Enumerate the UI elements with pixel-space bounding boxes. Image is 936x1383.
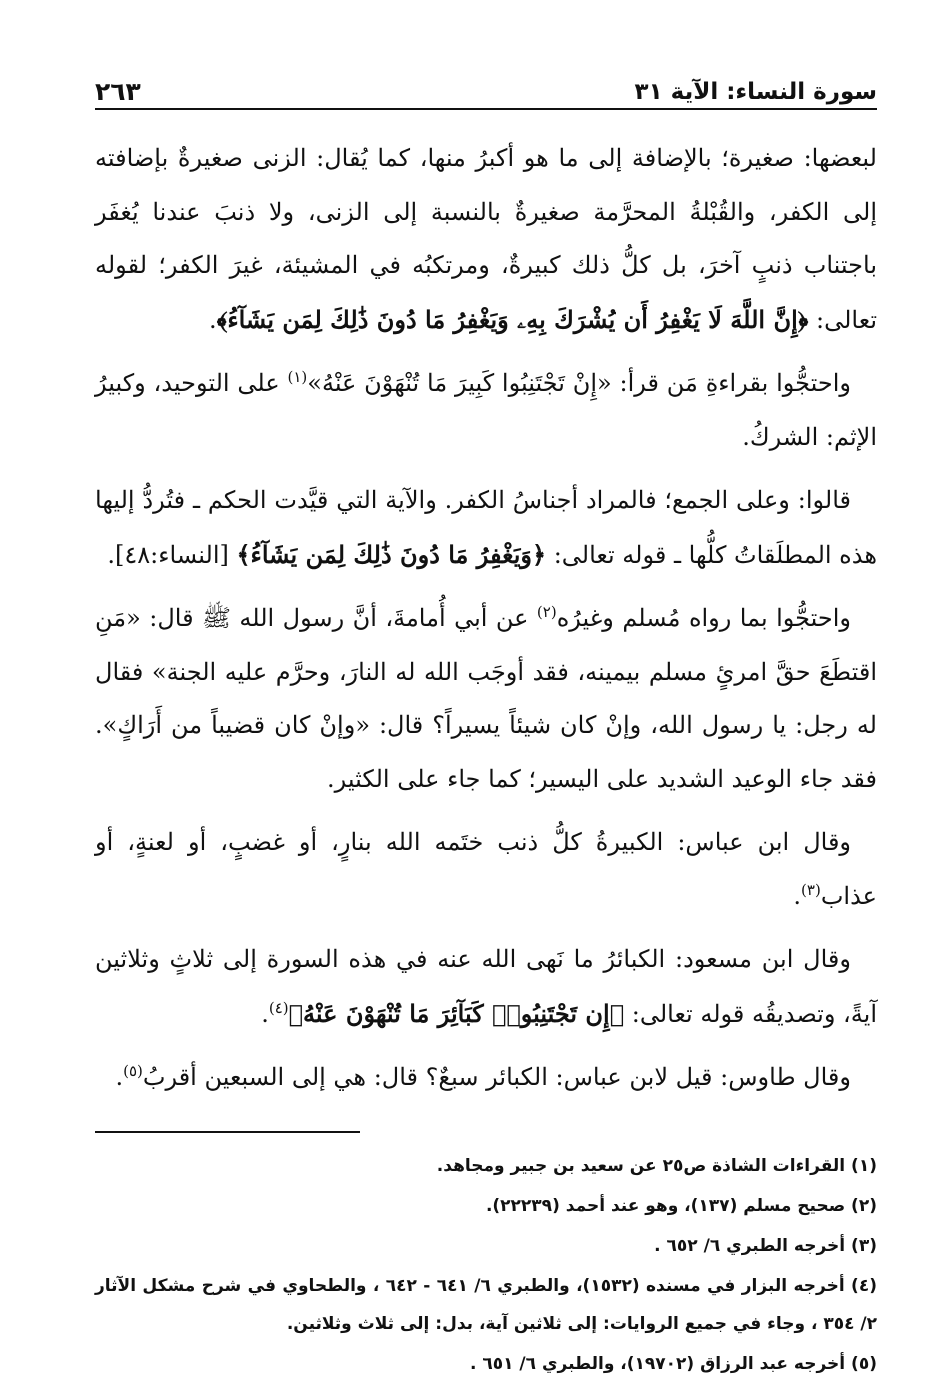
- running-header: [95, 60, 877, 110]
- text-run: واحتجُّوا بما رواه مُسلم وغيرُه: [556, 604, 851, 632]
- text-run: .: [261, 999, 269, 1028]
- paragraph-1: [95, 132, 877, 347]
- footnote-3: (٣) أخرجه الطبري ٦/ ٦٥٢ .: [654, 1235, 877, 1256]
- footnote-ref-2: (٢): [536, 603, 557, 621]
- footnote-ref-1: (١): [287, 368, 308, 386]
- quran-verse: ﴿وَيَغْفِرُ مَا دُونَ ذَٰلِكَ لِمَن يَشَآءُ﴾: [236, 539, 547, 569]
- text-run: وقال طاوس: قيل لابن عباس: الكبائر سبعٌ؟ قال: هي إلى السبعين أقربُ: [142, 1063, 851, 1091]
- footnote-divider: [95, 1131, 360, 1133]
- quran-verse: ﴿إِنَّ اللَّهَ لَا يَغْفِرُ أَن يُشْرَكَ بِهِۦ وَيَغْفِرُ مَا دُونَ ذَٰلِكَ لِمَن يَشَآءُ﴾: [216, 304, 809, 334]
- text-run: لبعضها: صغيرة؛ بالإضافة إلى ما هو أكبرُ منها، كما يُقال: الزنى صغيرةٌ بإضافته إلى الكفر، والقُبْلةُ المحرَّمة صغيرةٌ بالنسبة إلى الزنى، ولا ذنبَ عندنا يُغفَر باجتناب ذنبٍ آخرَ، بل كلُّ ذلك كبيرةٌ، ومرتكبُه في المشيئة، غيرَ الكفر؛ لقوله تعالى:: [95, 144, 877, 334]
- main-text: [95, 132, 877, 1105]
- text-run: عن أبي أُمامةَ، أنَّ رسول الله ﷺ قال: «مَنِ اقتطَعَ حقَّ امرئٍ مسلم بيمينه، فقد أوجَب الله له النارَ، وحرَّم عليه الجنة» فقال له رجل: يا رسول الله، وإنْ كان شيئاً يسيراً؟ قال: «وإنْ كان قضيباً من أَرَاكٍ». فقد جاء الوعيد الشديد على اليسير؛ كما جاء على الكثير.: [95, 604, 877, 793]
- paragraph-7: [95, 1051, 877, 1105]
- footnotes: [95, 1147, 877, 1383]
- paragraph-6: [95, 933, 877, 1041]
- footnote-ref-5: (٥): [123, 1062, 143, 1080]
- footnote-4: (٤) أخرجه البزار في مسنده (١٥٣٢)، والطبري ٦/ ٦٤١ - ٦٤٢ ، والطحاوي في شرح مشكل الآثار ٢/ ٣٥٤ ، وجاء في جميع الروايات: إلى ثلاثين آية، بدل: إلى ثلاث وثلاثين.: [95, 1275, 877, 1334]
- book-page: [95, 60, 877, 1374]
- footnote-5: (٥) أخرجه عبد الرزاق (١٩٧٠٢)، والطبري ٦/ ٦٥١ .: [469, 1353, 877, 1374]
- text-run: .: [209, 305, 217, 334]
- text-run: .: [115, 1063, 124, 1091]
- footnote-2: (٢) صحيح مسلم (١٣٧)، وهو عند أحمد (٢٢٢٣٩).: [485, 1195, 877, 1216]
- paragraph-4: [95, 592, 877, 806]
- text-run: على التوحيد، وكبيرُ الإثم: الشركُ.: [95, 369, 877, 451]
- text-run: وقال ابن مسعود: الكبائرُ ما نَهى الله عنه في هذه السورة إلى ثلاثٍ وثلاثين آيةً، وتصديقُه قوله تعالى:: [95, 945, 877, 1028]
- paragraph-5: [95, 816, 877, 923]
- text-run: واحتجُّوا بقراءةِ مَن قرأ: «إِنْ تَجْتَنِبُوا كَبِيرَ مَا تُنْهَوْنَ عَنْهُ»: [307, 369, 851, 397]
- paragraph-3: [95, 474, 877, 582]
- footnote-ref-4: (٤): [268, 998, 289, 1017]
- footnote-ref-3: (٣): [801, 880, 821, 899]
- footnote-1: (١) القراءات الشاذة ص٢٥ عن سعيد بن جبير ومجاهد.: [436, 1155, 877, 1176]
- text-run: وقال ابن عباس: الكبيرةُ كلُّ ذنب ختَمه الله بنارٍ، أو غضبٍ، أو لعنةٍ، أو عذاب: [95, 828, 877, 910]
- text-run: .: [793, 881, 802, 910]
- paragraph-2: [95, 357, 877, 464]
- quran-verse: ﴿إِن تَجْتَنِبُوا۟ كَبَآئِرَ مَا تُنْهَوْنَ عَنْهُ﴾: [288, 998, 625, 1028]
- page-number: ٢٦٣: [95, 77, 141, 106]
- surah-title: سورة النساء: الآية ٣١: [634, 79, 877, 105]
- text-run: [النساء:٤٨].: [107, 540, 237, 569]
- text-run: قالوا: وعلى الجمع؛ فالمراد أجناسُ الكفر. والآية التي قيَّدت الحكم ـ فتُردُّ إليها هذه المطلَقاتُ كلُّها ـ قوله تعالى:: [95, 486, 877, 569]
